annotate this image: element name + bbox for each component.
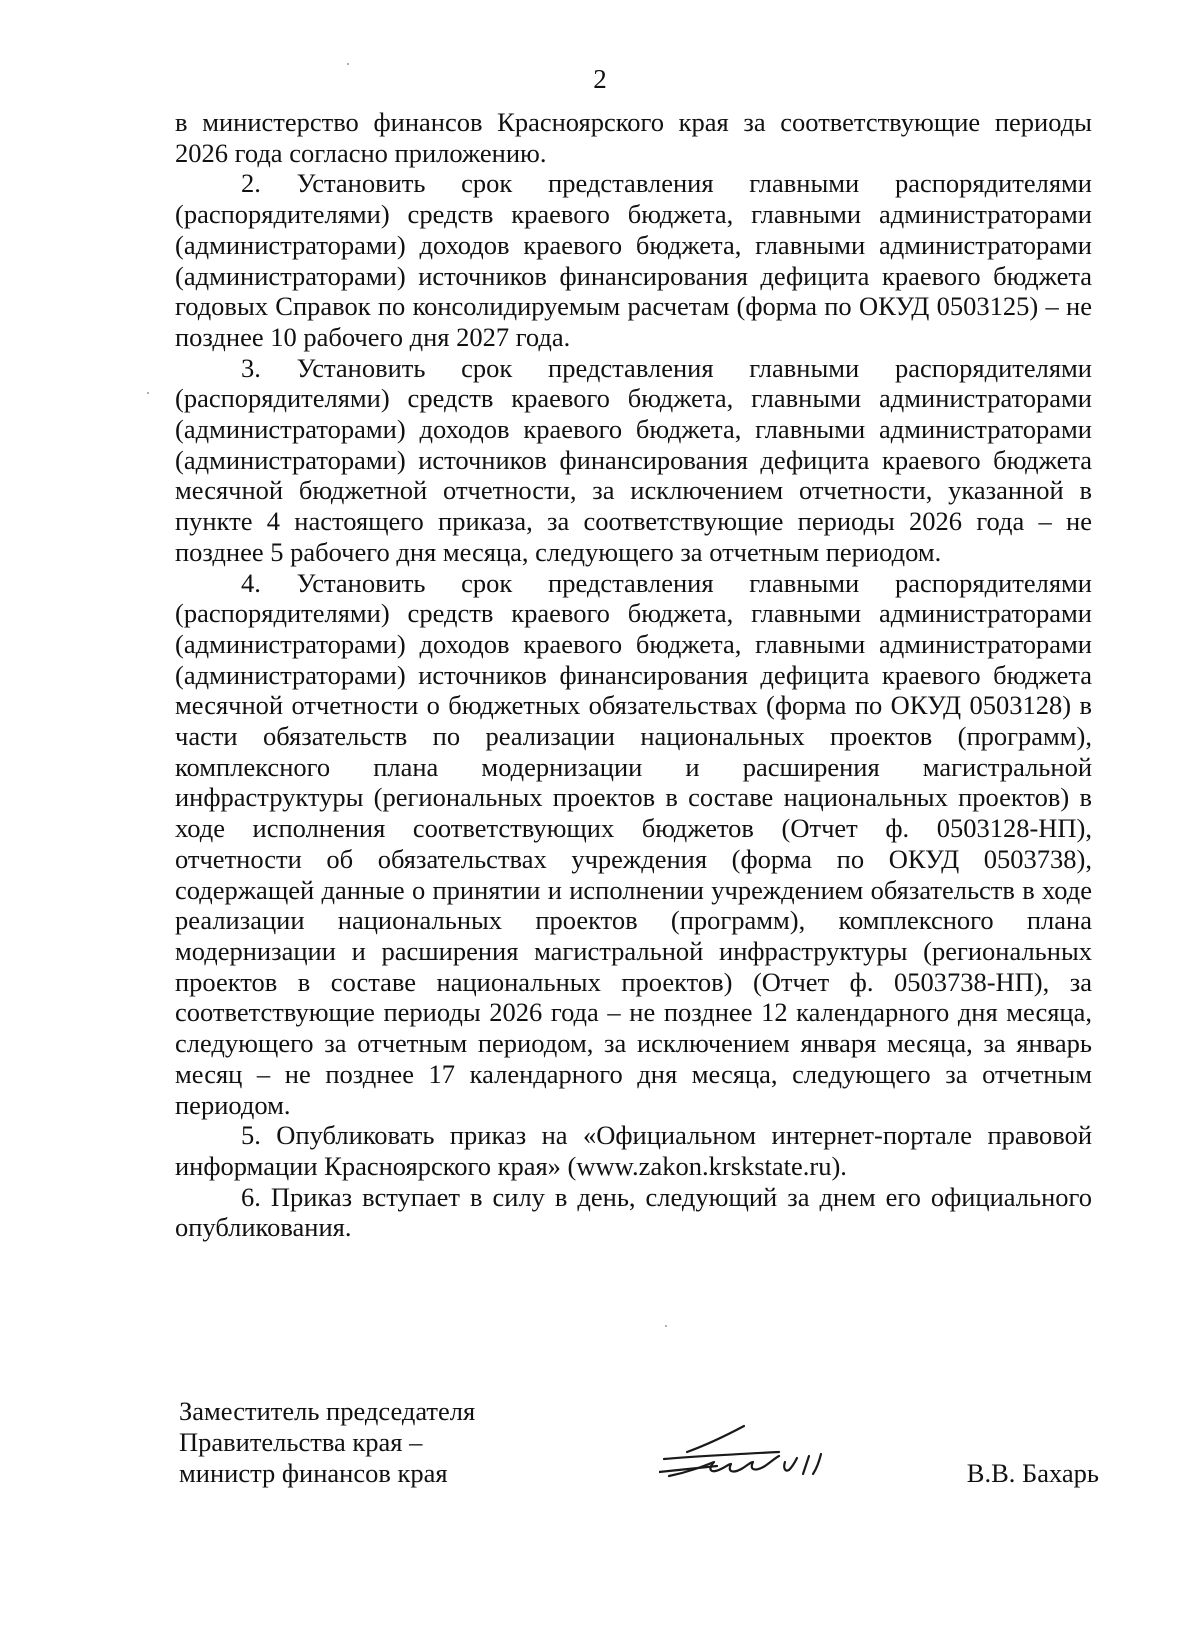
page-number: 2: [593, 64, 607, 94]
signatory-position-line: Заместитель председателя: [179, 1396, 476, 1426]
signatory-position-line: министр финансов края: [179, 1458, 448, 1488]
signatory-position-line: Правительства края –: [179, 1427, 423, 1457]
scan-speck: [147, 392, 149, 394]
paragraph-3: 3. Установить срок представления главными распорядителями (распорядителями) средств краевого бюджета, главными администраторами (администраторами) доходов краевого бюджета, главными администраторами (администраторами) источников финансирования дефицита краевого бюджета месячной бюджетной отчетности, за исключением отчетности, указанной в пункте 4 настоящего приказа, за соответствующие периоды 2026 года – не позднее 5 рабочего дня месяца, следующего за отчетным периодом.: [175, 352, 1092, 567]
handwritten-signature: [659, 1414, 849, 1484]
paragraph-4: 4. Установить срок представления главными распорядителями (распорядителями) средств краевого бюджета, главными администраторами (администраторами) доходов краевого бюджета, главными администраторами (администраторами) источников финансирования дефицита краевого бюджета месячной отчетности о бюджетных обязательствах (форма по ОКУД 0503128) в части обязательств по реализации национальных проектов (программ), комплексного плана модернизации и расширения магистральной инфраструктуры (региональных проектов в составе национальных проектов) в ходе исполнения соответствующих бюджетов (Отчет ф. 0503128-НП), отчетности об обязательствах учреждения (форма по ОКУД 0503738), содержащей данные о принятии и исполнении учреждением обязательств в ходе реализации национальных проектов (программ), комплексного плана модернизации и расширения магистральной инфраструктуры (региональных проектов в составе национальных проектов) (Отчет ф. 0503738-НП), за соответствующие периоды 2026 года – не позднее 12 календарного дня месяца, следующего за отчетным периодом, за исключением января месяца, за январь месяц – не позднее 17 календарного дня месяца, следующего за отчетным периодом.: [175, 567, 1092, 1120]
paragraph-6: 6. Приказ вступает в силу в день, следующий за днем его официального опубликования.: [175, 1181, 1092, 1243]
document-body: [175, 107, 1092, 1243]
signature-block: [179, 1396, 1099, 1516]
paragraph-1-continuation: в министерство финансов Красноярского края за соответствующие периоды 2026 года согласно приложению.: [175, 107, 1092, 168]
scan-speck: [347, 63, 349, 65]
signatory-position: [179, 1396, 1099, 1489]
paragraph-5: 5. Опубликовать приказ на «Официальном интернет-портале правовой информации Красноярского края» (www.zakon.krskstate.ru).: [175, 1120, 1092, 1181]
paragraph-2: 2. Установить срок представления главными распорядителями (распорядителями) средств краевого бюджета, главными администраторами (администраторами) доходов краевого бюджета, главными администраторами (администраторами) источников финансирования дефицита краевого бюджета годовых Справок по консолидируемым расчетам (форма по ОКУД 0503125) – не позднее 10 рабочего дня 2027 года.: [175, 168, 1092, 352]
scan-speck: [665, 1325, 667, 1327]
signatory-name: В.В. Бахарь: [966, 1458, 1099, 1488]
